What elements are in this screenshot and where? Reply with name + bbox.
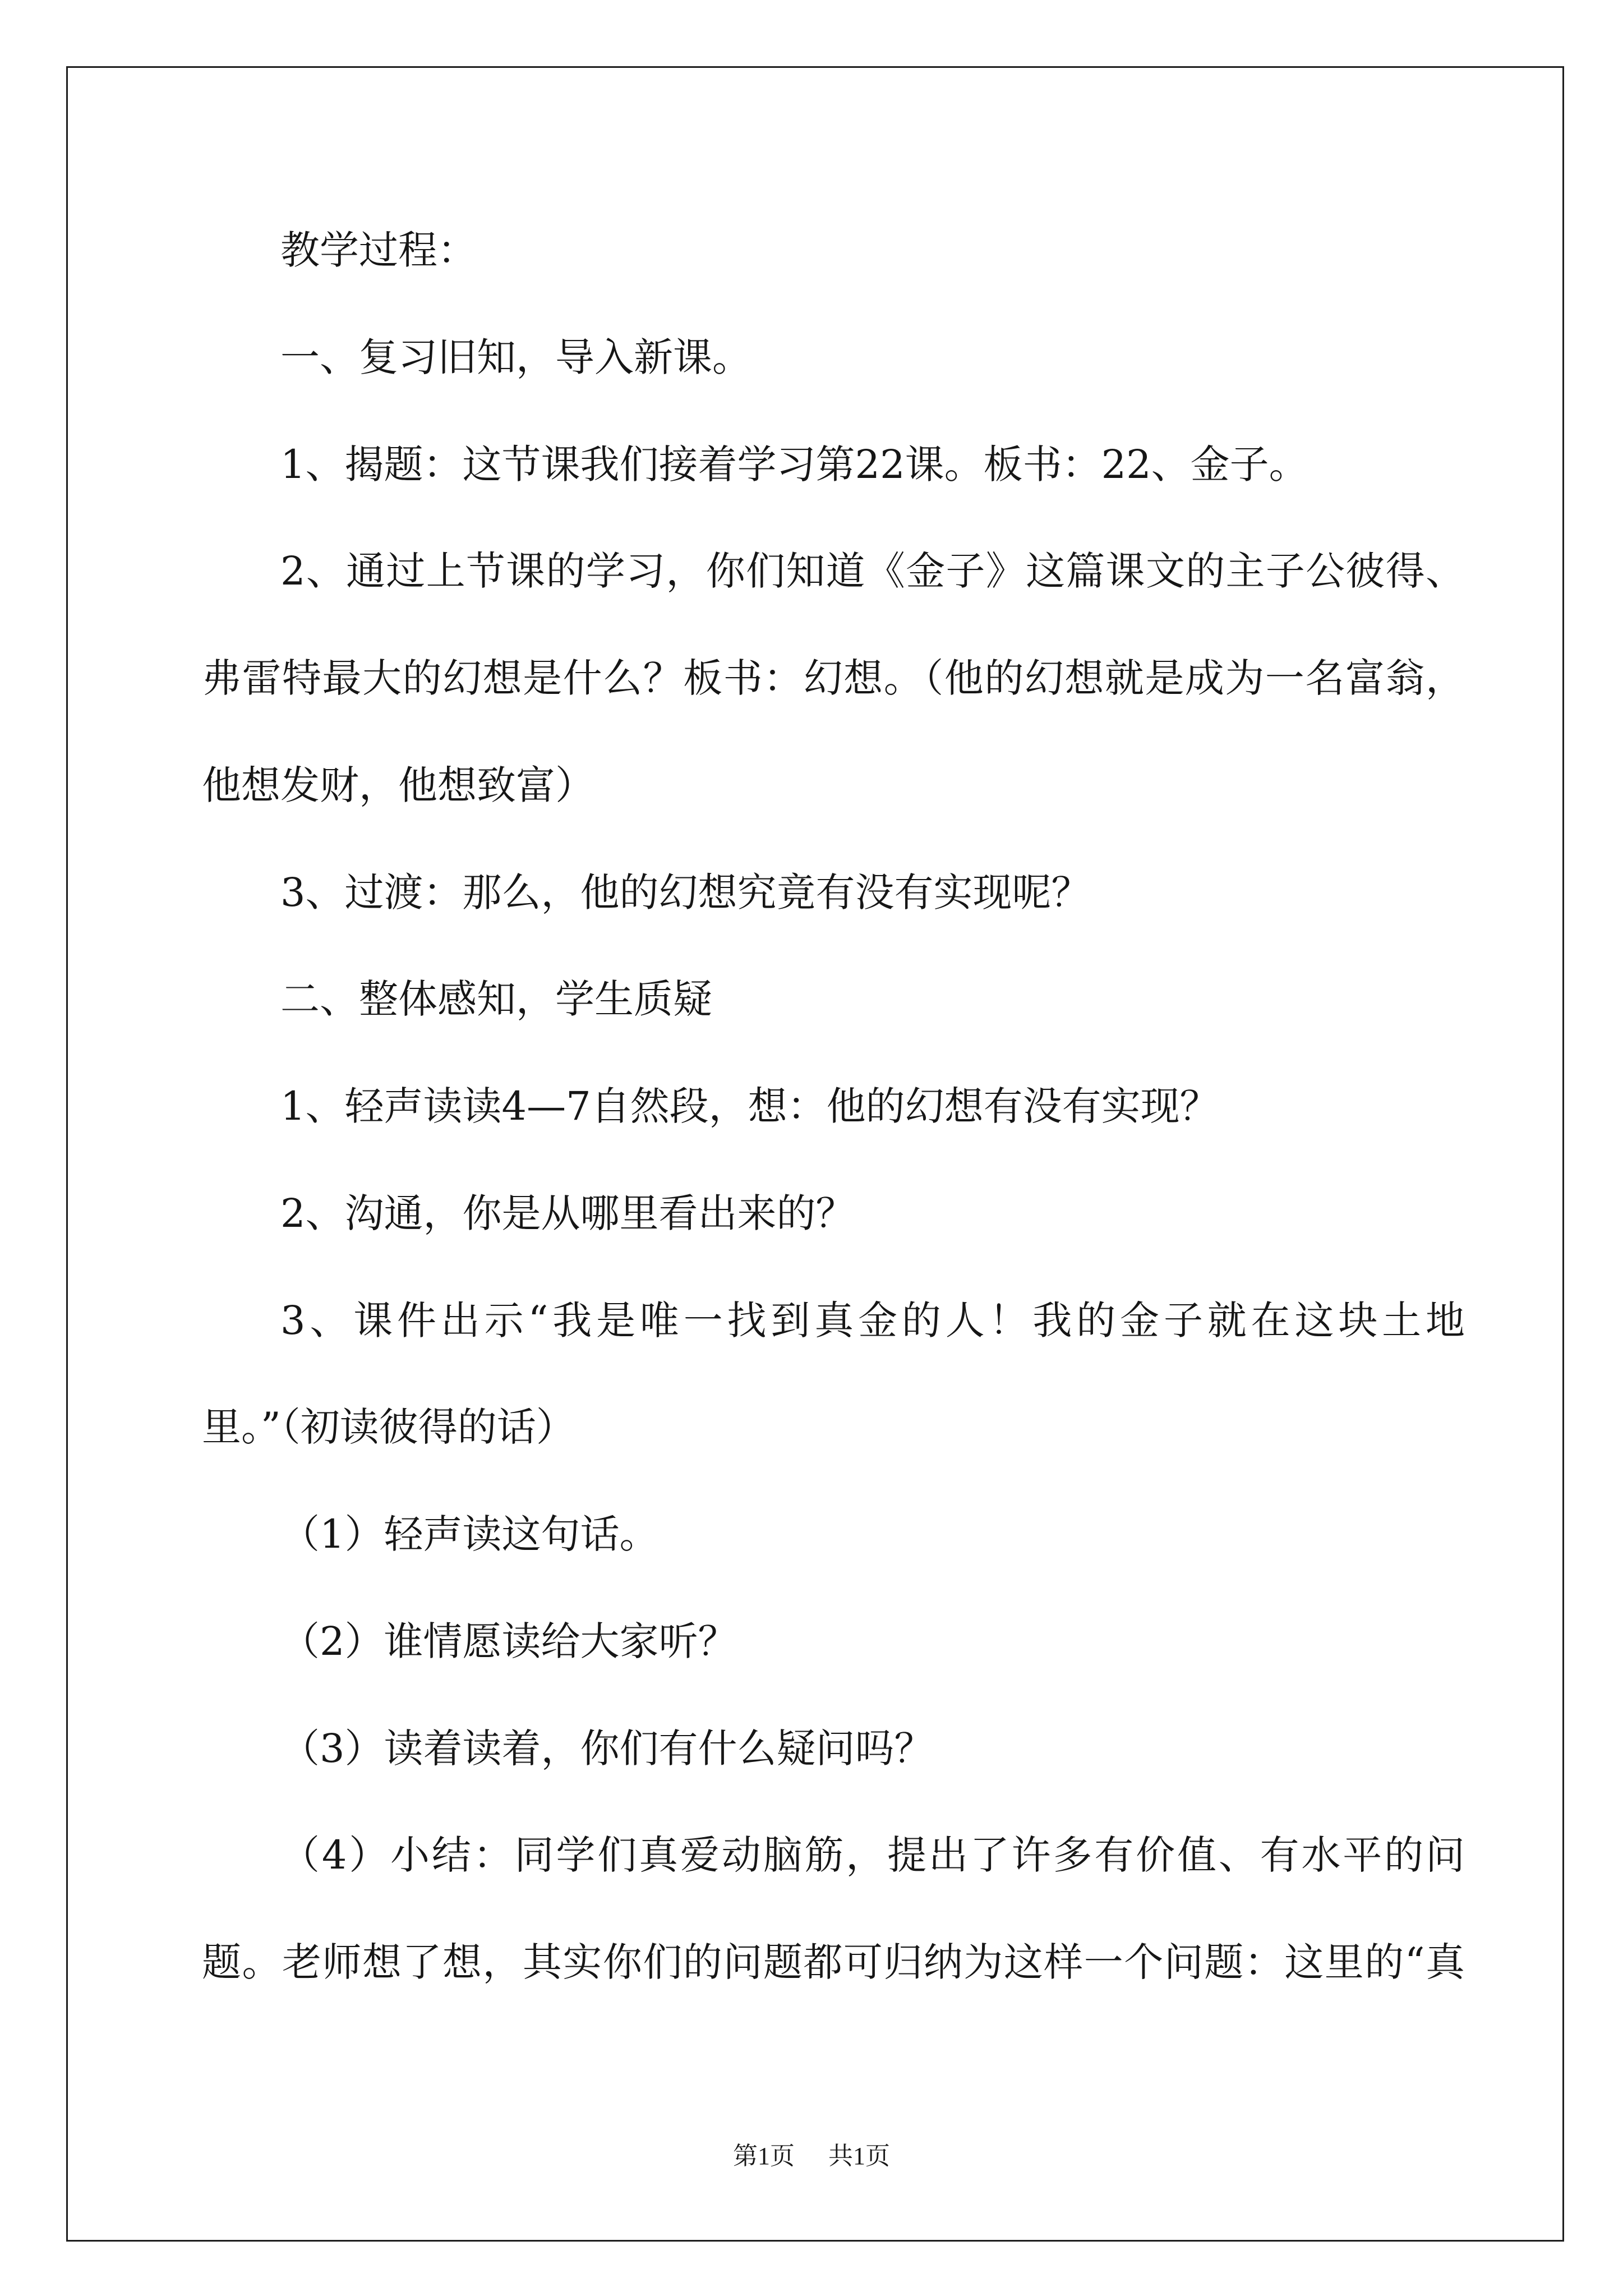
section-heading [202,197,1465,304]
paragraph-line: 1、轻声读读4—7自然段，想：他的幻想有没有实现？ [280,1083,1219,1129]
paragraph [202,1695,1465,1802]
paragraph-line: （4）小结：同学们真爱动脑筋，提出了许多有价值、有水平的问 [280,1832,1465,1879]
paragraph-line: 弗雷特最大的幻想是什么？板书：幻想。（他的幻想就是成为一名富翁， [202,655,1465,701]
paragraph-line: 3、课件出示“我是唯一找到真金的人！我的金子就在这块土地 [280,1297,1465,1343]
page-footer [0,2142,1623,2171]
page-number: 第1页 [733,2142,795,2170]
paragraph-line: 里。”（初读彼得的话） [202,1404,575,1451]
paragraph-line: 2、沟通，你是从哪里看出来的？ [280,1190,855,1236]
paragraph [202,411,1465,518]
paragraph-line: 2、通过上节课的学习，你们知道《金子》这篇课文的主子公彼得、 [280,548,1465,595]
paragraph-line: （1）轻声读这句话。 [280,1511,659,1557]
paragraph [202,1481,1465,1588]
paragraph-line: 他想发财，他想致富） [202,762,594,808]
section-heading [202,946,1465,1053]
paragraph-line: 教学过程： [280,227,477,273]
paragraph-line: 3、过渡：那么，他的幻想究竟有没有实现呢？ [280,869,1091,915]
section-heading [202,304,1465,411]
paragraph-line: （2）谁情愿读给大家听？ [280,1618,737,1664]
paragraph [202,1802,1465,2016]
paragraph [202,839,1465,946]
paragraph [202,518,1465,839]
paragraph-line: 1、揭题：这节课我们接着学习第22课。板书：22、金子。 [280,441,1308,487]
paragraph [202,1588,1465,1695]
page-total: 共1页 [828,2142,890,2170]
paragraph-line: 题。老师想了想，其实你们的问题都可归纳为这样一个问题：这里的“真 [202,1939,1465,1985]
document-body [202,197,1465,2016]
paragraph [202,1267,1465,1481]
paragraph [202,1053,1465,1160]
paragraph-line: （3）读着读着，你们有什么疑问吗？ [280,1725,934,1772]
paragraph-line: 二、整体感知，学生质疑 [280,976,712,1023]
paragraph-line: 一、复习旧知，导入新课。 [280,334,751,380]
paragraph [202,1160,1465,1267]
